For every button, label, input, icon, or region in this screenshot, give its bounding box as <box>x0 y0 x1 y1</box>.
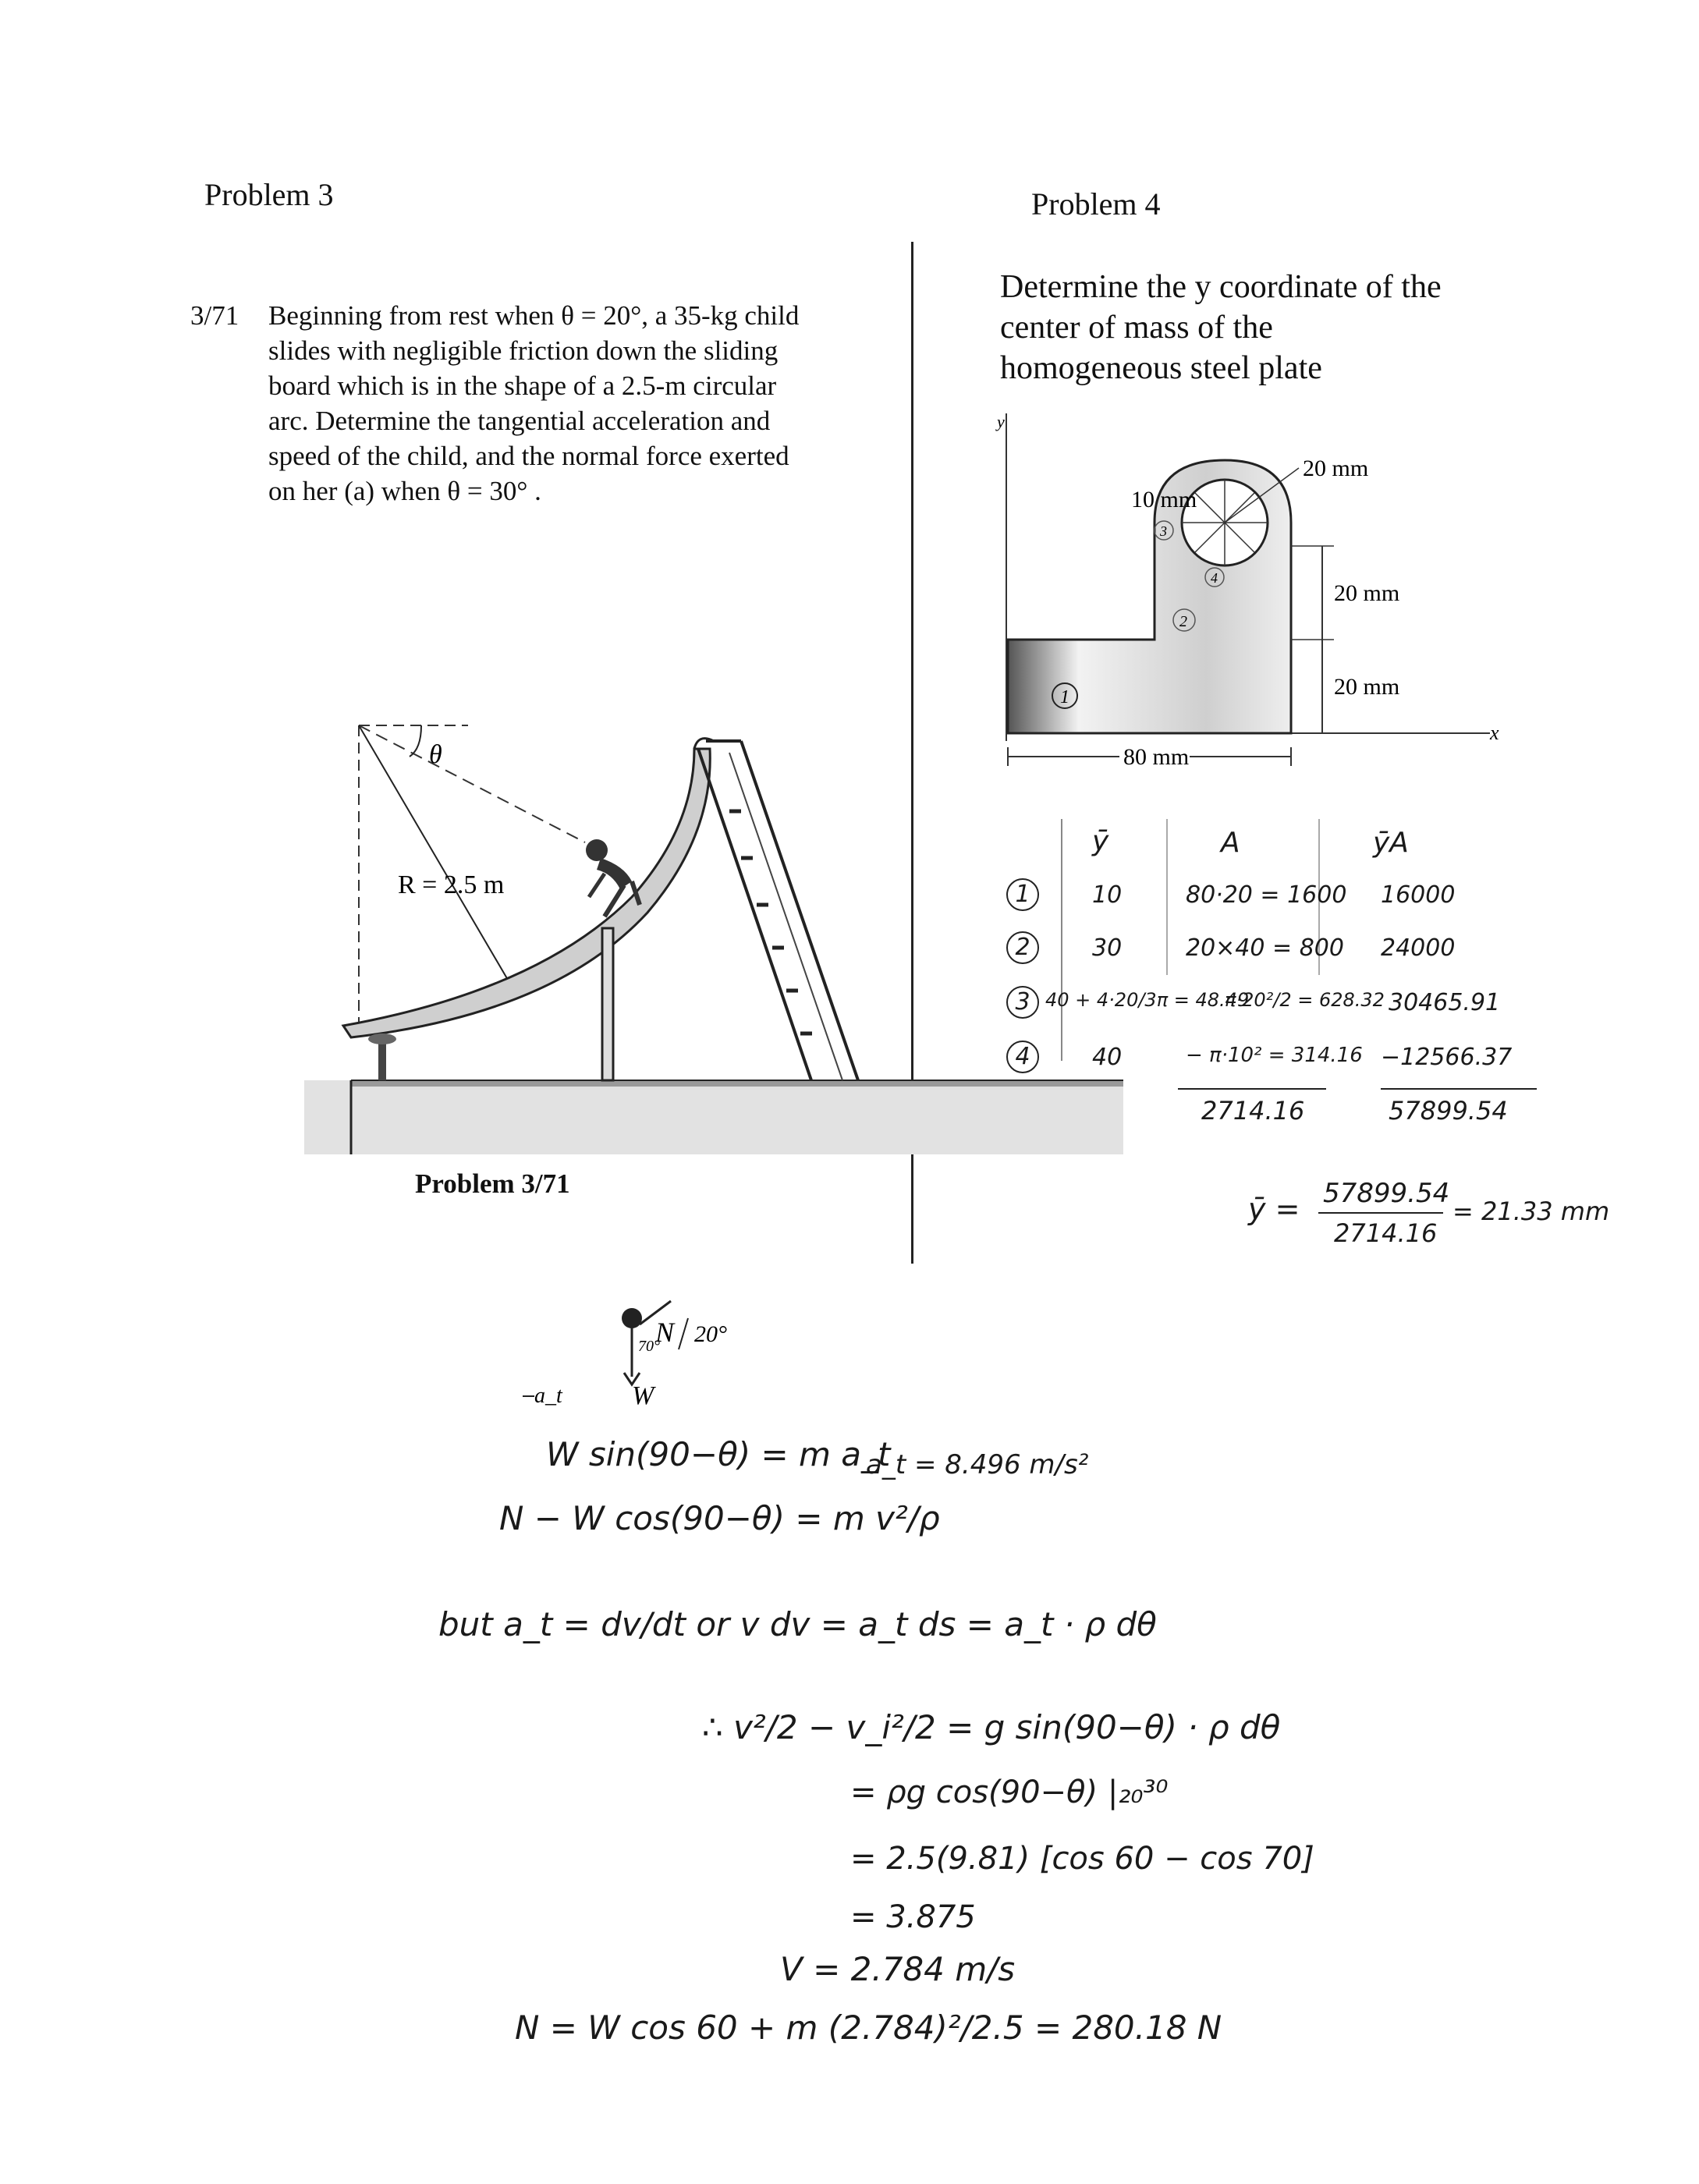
statement-line: arc. Determine the tangential acceleration and <box>268 406 771 436</box>
work-eq-1: W sin(90−θ) = m a_t <box>546 1435 891 1473</box>
table-header: ȳ <box>1092 825 1109 857</box>
plate-figure <box>991 413 1521 788</box>
dim-20mm-mid: 20 mm <box>1334 580 1400 606</box>
centroid-table <box>991 819 1615 1147</box>
region-3-label: 3 <box>1160 523 1167 539</box>
problem3-heading: Problem 3 <box>204 177 334 212</box>
statement-line: speed of the child, and the normal force exerted <box>268 441 789 471</box>
problem4-statement <box>1000 267 1442 388</box>
radius-label: R = 2.5 m <box>398 870 505 899</box>
free-body-diagram <box>515 1279 796 1412</box>
fbd-angle-top: 20° <box>694 1321 727 1347</box>
fbd-normal-label: N <box>655 1317 675 1348</box>
table-row: 1 10 80·20 = 1600 16000 <box>991 881 1615 920</box>
work-eq-5: = ρg cos(90−θ) |₂₀³⁰ <box>850 1774 1169 1810</box>
work-eq-4: ∴ v²/2 − v_i²/2 = g sin(90−θ) · ρ dθ <box>702 1708 1281 1746</box>
figure-caption: Problem 3/71 <box>415 1168 570 1199</box>
region-4-label: 4 <box>1211 570 1218 586</box>
total-area: 2714.16 <box>1201 1096 1305 1126</box>
dim-20mm-top: 20 mm <box>1303 456 1369 481</box>
work-eq-6: = 2.5(9.81) [cos 60 − cos 70] <box>850 1841 1314 1877</box>
statement-line: Determine the y coordinate of the <box>1000 269 1442 305</box>
statement-line: homogeneous steel plate <box>1000 350 1322 386</box>
angle-label: θ <box>429 740 442 769</box>
table-row: 2 30 20×40 = 800 24000 <box>991 934 1615 973</box>
fbd-angle-side: 70° <box>638 1338 660 1355</box>
statement-line: center of mass of the <box>1000 310 1273 346</box>
work-at-result: a_t = 8.496 m/s² <box>866 1449 1089 1480</box>
problem3-statement <box>190 298 916 516</box>
work-eq-3: but a_t = dv/dt or v dv = a_t ds = a_t · ρ dθ <box>438 1605 1157 1643</box>
statement-line: Beginning from rest when θ = 20°, a 35-kg child <box>268 300 800 331</box>
fbd-tangent-label: a_t <box>534 1384 562 1408</box>
work-eq-7: = 3.875 <box>850 1899 976 1935</box>
dim-80mm: 80 mm <box>1123 744 1190 770</box>
statement-line: board which is in the shape of a 2.5-m circular <box>268 370 777 401</box>
work-normal-force: N = W cos 60 + m (2.784)²/2.5 = 280.18 N <box>515 2008 1222 2047</box>
statement-line: on her (a) when θ = 30° . <box>268 476 541 506</box>
work-velocity: V = 2.784 m/s <box>780 1950 1016 1988</box>
work-eq-2: N − W cos(90−θ) = m v²/ρ <box>499 1499 940 1537</box>
problem3-number: 3/71 <box>190 300 239 331</box>
table-row: 3 40 + 4·20/3π = 48.49 π·20²/2 = 628.32 30465.91 <box>991 989 1615 1028</box>
table-header: ȳA <box>1373 827 1409 859</box>
y-axis-label: y <box>997 413 1005 431</box>
table-header: A <box>1221 827 1240 859</box>
fbd-weight-label: W <box>632 1381 654 1410</box>
centroid-result: ȳ = 57899.54 2714.16 = 21.33 mm <box>1248 1178 1610 1248</box>
problem4-heading: Problem 4 <box>1031 186 1161 222</box>
x-axis-label: x <box>1490 722 1499 744</box>
table-row: 4 40 − π·10² = 314.16 −12566.37 <box>991 1044 1615 1083</box>
region-2-label: 2 <box>1179 613 1187 630</box>
total-moment: 57899.54 <box>1389 1096 1508 1126</box>
dim-20mm-bot: 20 mm <box>1334 674 1400 700</box>
dim-10mm: 10 mm <box>1131 487 1197 512</box>
region-1-label: 1 <box>1060 687 1069 707</box>
statement-line: slides with negligible friction down the sliding <box>268 335 779 366</box>
